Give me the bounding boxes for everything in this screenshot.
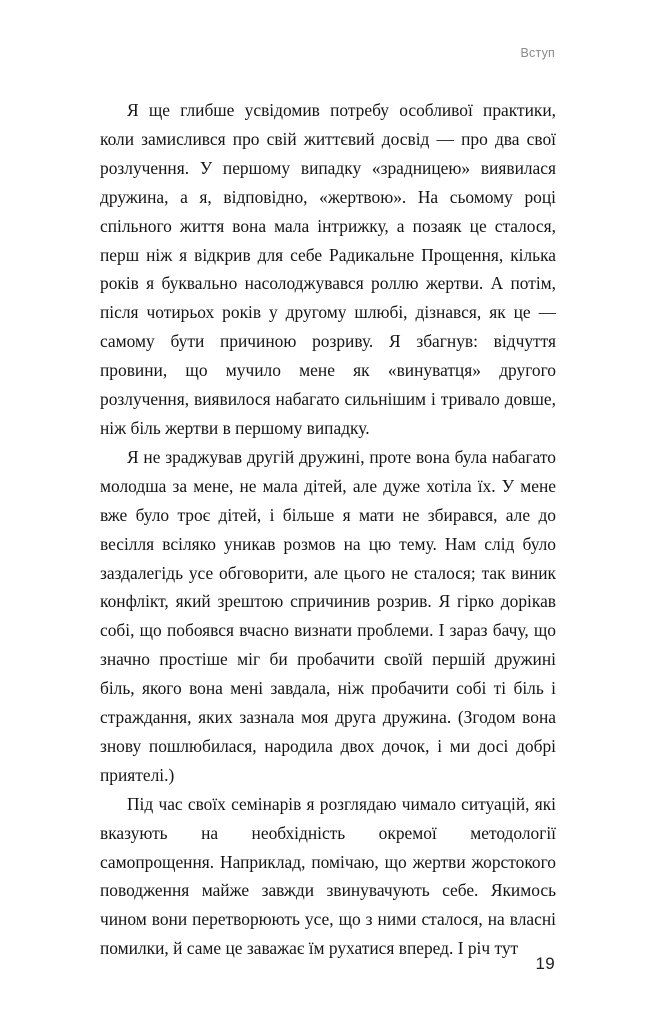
body-text-block (100, 96, 556, 963)
paragraph: Я не зраджував другій дружині, проте вона була набагато молодша за мене, не мала дітей, але дуже хотіла їх. У мене вже було троє дітей, і більше я мати не збирався, але до весілля всіляко уникав розмов на цю тему. Нам слід було заздалегідь усе обговорити, але цього не сталося; так виник конфлікт, який зрештою спричинив розрив. Я гірко дорікав собі, що побоявся вчасно визнати проблеми. І зараз бачу, що значно простіше міг би пробачити своїй першій дружині біль, якого вона мені завдала, ніж пробачити собі ті біль і страждання, яких зазнала моя друга дружина. (Згодом вона знову пошлюбилася, народила двох дочок, і ми досі добрі приятелі.) (100, 446, 556, 785)
running-header: Вступ (520, 46, 555, 60)
page-number: 19 (535, 954, 555, 973)
paragraph: Я ще глибше усвідомив потребу особливої практики, коли замислився про свій життєвий досвід — про два свої розлучення. У першому випадку «зрадницею» виявилася дружина, а я, відповідно, «жертвою». На сьомому році спільного життя вона мала інтрижку, а позаяк це сталося, перш ніж я відкрив для себе Радикальне Прощення, кілька років я буквально насолоджувався роллю жертви. А потім, після чотирьох років у другому шлюбі, дізнався, як це — самому бути причиною розриву. Я збагнув: відчуття провини, що мучило мене як «винуватця» другого розлучення, виявилося набагато сильнішим і тривало довше, ніж біль жертви в першому випадку. (100, 100, 556, 438)
paragraph: Під час своїх семінарів я розглядаю чимало ситуацій, які вказують на необхідність окремої методології самопрощення. Наприклад, помічаю, що жертви жорстокого поводження майже завжди звинувачують себе. Якимось чином вони перетворюють усе, що з ними сталося, на власні помилки, й саме це заважає їм рухатися вперед. І річ тут (100, 793, 556, 959)
